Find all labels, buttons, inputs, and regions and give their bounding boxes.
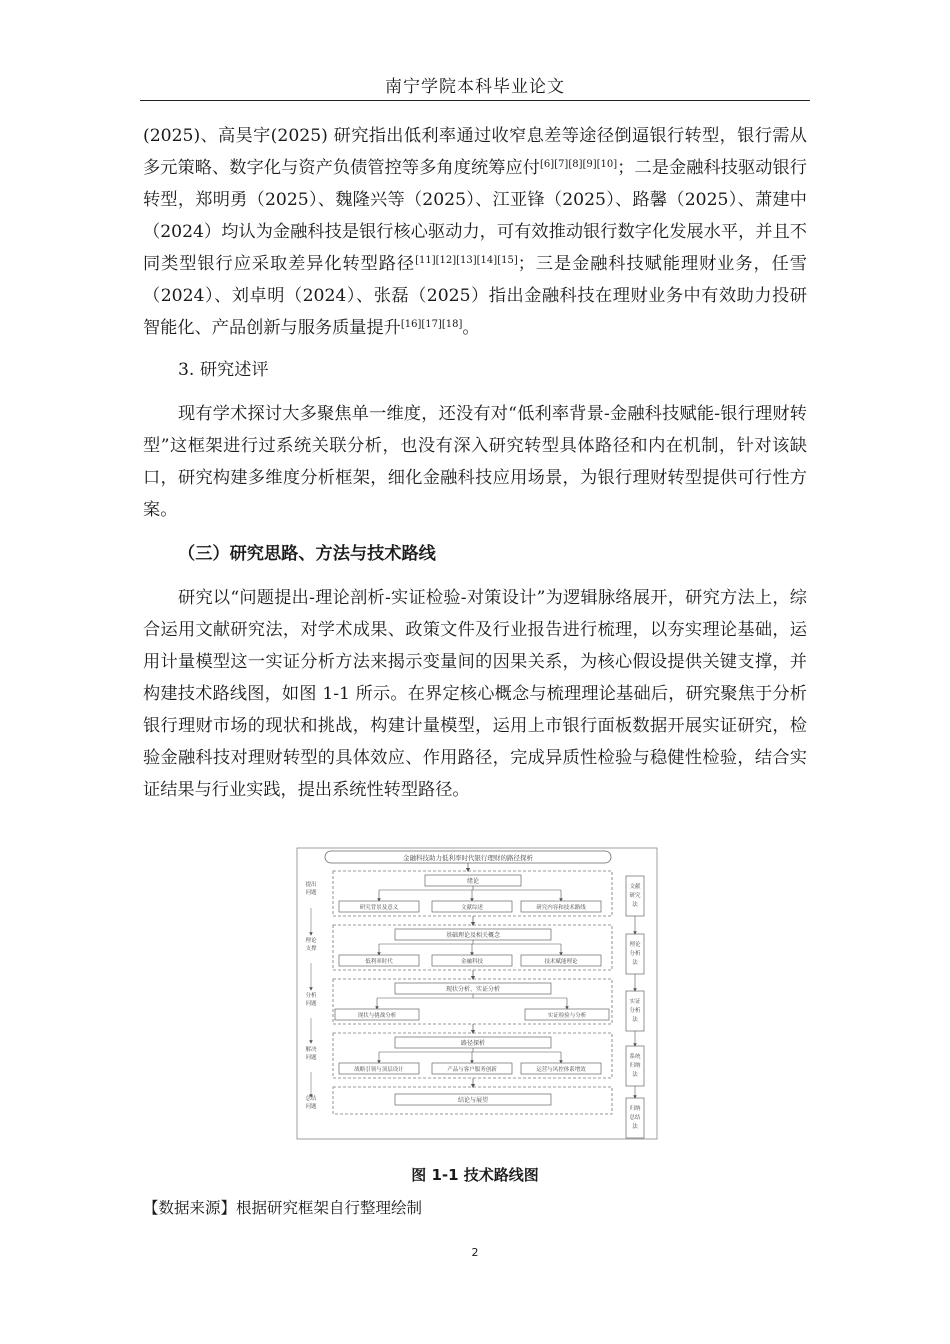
paragraph-text: (2025)、高昊宇(2025) 研究指出低利率通过收窄息差等途径倒逼银行转型，银行需从多元策略、数字化与资产负债管控等多角度统筹应付 xyxy=(143,126,807,178)
paragraph-review: 现有学术探讨大多聚焦单一维度，还没有对“低利率背景-金融科技赋能-银行理财转型”这框架进行过系统关联分析，也没有深入研究转型具体路径和内在机制，针对该缺口，研究构建多维度分析框架，细化金融科技应用场景，为银行理财转型提供可行性方案。 xyxy=(143,404,807,520)
paragraph-text: 。 xyxy=(462,318,480,338)
svg-text:战略引领与顶层设计: 战略引领与顶层设计 xyxy=(354,1067,404,1073)
svg-text:现状分析、实证分析: 现状分析、实证分析 xyxy=(445,986,501,993)
section-heading-review: 3. 研究述评 xyxy=(178,360,269,380)
method-label: 文献研究法 xyxy=(629,884,641,908)
citation: [11][12][13][14][15] xyxy=(415,255,518,266)
section-heading-methods: （三）研究思路、方法与技术路线 xyxy=(178,544,436,564)
header-title: 南宁学院本科毕业论文 xyxy=(385,77,565,97)
method-label: 归纳总结法 xyxy=(629,1106,641,1130)
svg-text:金融科技: 金融科技 xyxy=(460,959,484,965)
technical-roadmap-figure xyxy=(295,846,659,1142)
svg-text:研究背景及意义: 研究背景及意义 xyxy=(359,905,399,911)
data-source-note: 【数据来源】根据研究框架自行整理绘制 xyxy=(143,1199,423,1217)
svg-text:基础理论及相关概念: 基础理论及相关概念 xyxy=(445,932,501,939)
svg-text:现状与挑战分析: 现状与挑战分析 xyxy=(357,1013,397,1019)
svg-text:绪论: 绪论 xyxy=(466,878,480,885)
svg-text:低利率时代: 低利率时代 xyxy=(365,959,393,965)
paragraph-text: ；三是金融科技赋能理财业务，任雪（2024）、刘卓明（2024）、张磊（2025）指出金融科技在理财业务中有效助力投研智能化、产品创新与服务质量提升 xyxy=(143,254,807,338)
paragraph-text: ；二是金融科技驱动银行转型，郑明勇（2025）、魏隆兴等（2025）、江亚锋（2025）、路馨（2025）、萧建中（2024）均认为金融科技是银行核心驱动力，可有效推动银行数字化发展水平，并且不同类型银行应采取差异化转型路径 xyxy=(143,158,807,274)
svg-text:产品与客户服务创新: 产品与客户服务创新 xyxy=(447,1067,497,1073)
method-label: 实证分析法 xyxy=(629,999,641,1023)
paragraph-literature-review xyxy=(143,120,807,344)
citation: [6][7][8][9][10] xyxy=(540,159,618,170)
stage-label: 提出问题 xyxy=(305,882,317,896)
citation: [16][17][18] xyxy=(400,319,463,330)
svg-text:技术赋能理论: 技术赋能理论 xyxy=(544,959,578,965)
method-label: 理论分析法 xyxy=(629,942,641,966)
stage-label: 总结问题 xyxy=(305,1096,317,1110)
figure-title: 金融科技助力低利率时代银行理财的路径探析 xyxy=(403,854,533,862)
header-rule xyxy=(140,100,810,101)
method-label: 系统归纳法 xyxy=(629,1054,641,1078)
svg-text:文献综述: 文献综述 xyxy=(460,905,484,911)
svg-text:路径探析: 路径探析 xyxy=(460,1040,486,1047)
stage-label: 理论支撑 xyxy=(305,938,317,952)
svg-text:研究内容和技术路线: 研究内容和技术路线 xyxy=(536,905,586,911)
stage-label: 解决问题 xyxy=(305,1047,317,1061)
svg-text:实证检验与分析: 实证检验与分析 xyxy=(547,1013,587,1019)
page-number: 2 xyxy=(471,1246,479,1259)
svg-text:运营与风控体系增效: 运营与风控体系增效 xyxy=(536,1067,586,1073)
paragraph-methods: 研究以“问题提出-理论剖析-实证检验-对策设计”为逻辑脉络展开，研究方法上，综合运用文献研究法，对学术成果、政策文件及行业报告进行梳理，以夯实理论基础，运用计量模型这一实证分析方法来揭示变量间的因果关系，为核心假设提供关键支撑，并构建技术路线图，如图 1-1 所示。在界定核心概念与梳理理论基础后，研究聚焦于分析银行理财市场的现状和挑战，构建计量模型，运用上市银行面板数据开展实证研究，检验金融科技对理财转型的具体效应、作用路径，完成异质性检验与稳健性检验，结合实证结果与行业实践，提出系统性转型路径。 xyxy=(143,588,807,800)
figure-caption: 图 1-1 技术路线图 xyxy=(411,1166,539,1184)
stage-label: 分析问题 xyxy=(305,993,317,1007)
svg-text:结论与展望: 结论与展望 xyxy=(457,1097,489,1104)
